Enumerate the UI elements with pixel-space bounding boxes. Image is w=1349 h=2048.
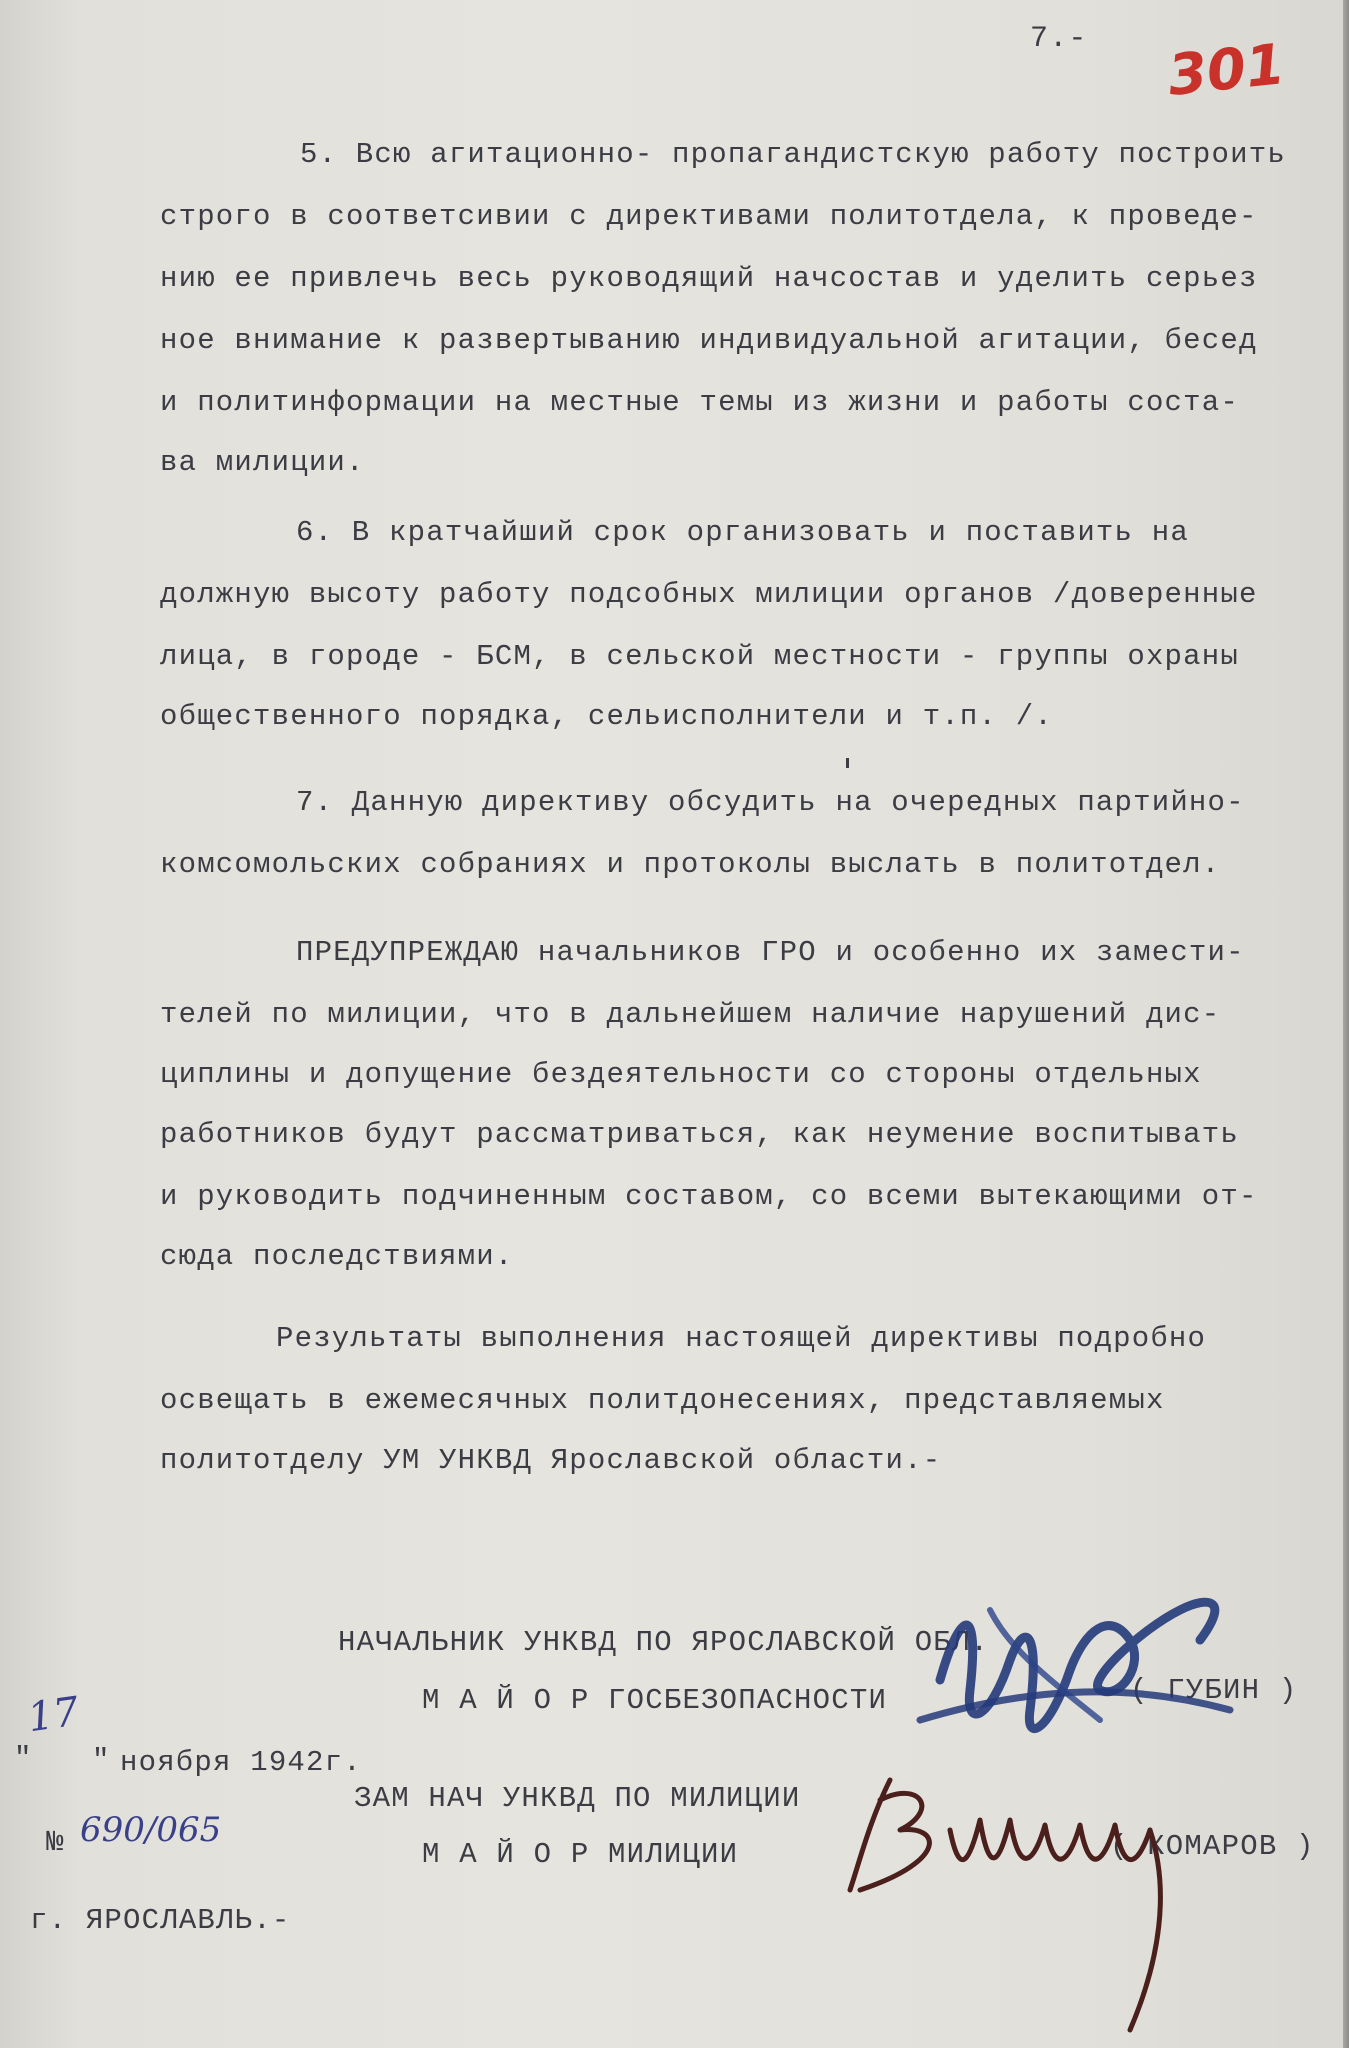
- page-edge: [1343, 0, 1349, 2048]
- signer1-rank: М А Й О Р ГОСБЕЗОПАСНОСТИ: [422, 1684, 888, 1717]
- number-sign: №: [46, 1826, 65, 1859]
- text-line: 7. Данную директиву обсудить на очередных партийно-: [296, 786, 1245, 819]
- text-line: 6. В кратчайший срок организовать и поставить на: [296, 516, 1189, 549]
- text-line: ва милиции.: [160, 446, 365, 479]
- text-line: ное внимание к развертыванию индивидуальной агитации, бесед: [160, 324, 1258, 357]
- text-line: нию ее привлечь весь руководящий начсостав и уделить серьез: [160, 262, 1258, 295]
- signer2-rank: М А Й О Р МИЛИЦИИ: [422, 1838, 739, 1871]
- text-line: циплины и допущение бездеятельности со стороны отдельных: [160, 1058, 1202, 1091]
- page-number: 7.-: [1030, 22, 1088, 56]
- text-line: и руководить подчиненным составом, со всеми вытекающими от-: [160, 1180, 1258, 1213]
- text-line: должную высоту работу подсобных милиции органов /доверенные: [160, 578, 1258, 611]
- text-line: политотделу УМ УНКВД Ярославской области.-: [160, 1444, 942, 1477]
- text-line: работников будут рассматриваться, как неумение воспитывать: [160, 1118, 1239, 1151]
- date-month-year: ноября 1942г.: [120, 1746, 362, 1779]
- signer2-title: ЗАМ НАЧ УНКВД ПО МИЛИЦИИ: [354, 1782, 801, 1815]
- handwritten-signature-2: [830, 1740, 1270, 2040]
- stray-mark: [846, 758, 849, 768]
- date-day-handwritten: 17: [25, 1688, 82, 1742]
- signer1-name: ( ГУБИН ): [1130, 1674, 1298, 1707]
- text-line: лица, в городе - БСМ, в сельской местности - группы охраны: [160, 640, 1239, 673]
- text-line: освещать в ежемесячных политдонесениях, представляемых: [160, 1384, 1165, 1417]
- date-quote-close: ": [92, 1744, 111, 1777]
- signer2-name: ( КОМАРОВ ): [1110, 1830, 1315, 1863]
- text-line: Результаты выполнения настоящей директивы подробно: [276, 1322, 1207, 1355]
- archive-page-number: 301: [1164, 32, 1288, 109]
- city: г. ЯРОСЛАВЛЬ.-: [30, 1904, 291, 1937]
- date-quote-open: ": [14, 1742, 33, 1775]
- text-line: ПРЕДУПРЕЖДАЮ начальников ГРО и особенно их замести-: [296, 936, 1245, 969]
- signer1-title: НАЧАЛЬНИК УНКВД ПО ЯРОСЛАВСКОЙ ОБЛ.: [338, 1626, 990, 1659]
- document-number-handwritten: 690/065: [80, 1810, 222, 1850]
- text-line: общественного порядка, сельисполнители и т.п. /.: [160, 700, 1053, 733]
- text-line: и политинформации на местные темы из жизни и работы соста-: [160, 386, 1239, 419]
- text-line: 5. Всю агитационно- пропагандистскую работу построить: [300, 138, 1286, 171]
- text-line: комсомольских собраниях и протоколы выслать в политотдел.: [160, 848, 1221, 881]
- text-line: строго в соответсивии с директивами политотдела, к проведе-: [160, 200, 1258, 233]
- text-line: сюда последствиями.: [160, 1240, 514, 1273]
- text-line: телей по милиции, что в дальнейшем наличие нарушений дис-: [160, 998, 1221, 1031]
